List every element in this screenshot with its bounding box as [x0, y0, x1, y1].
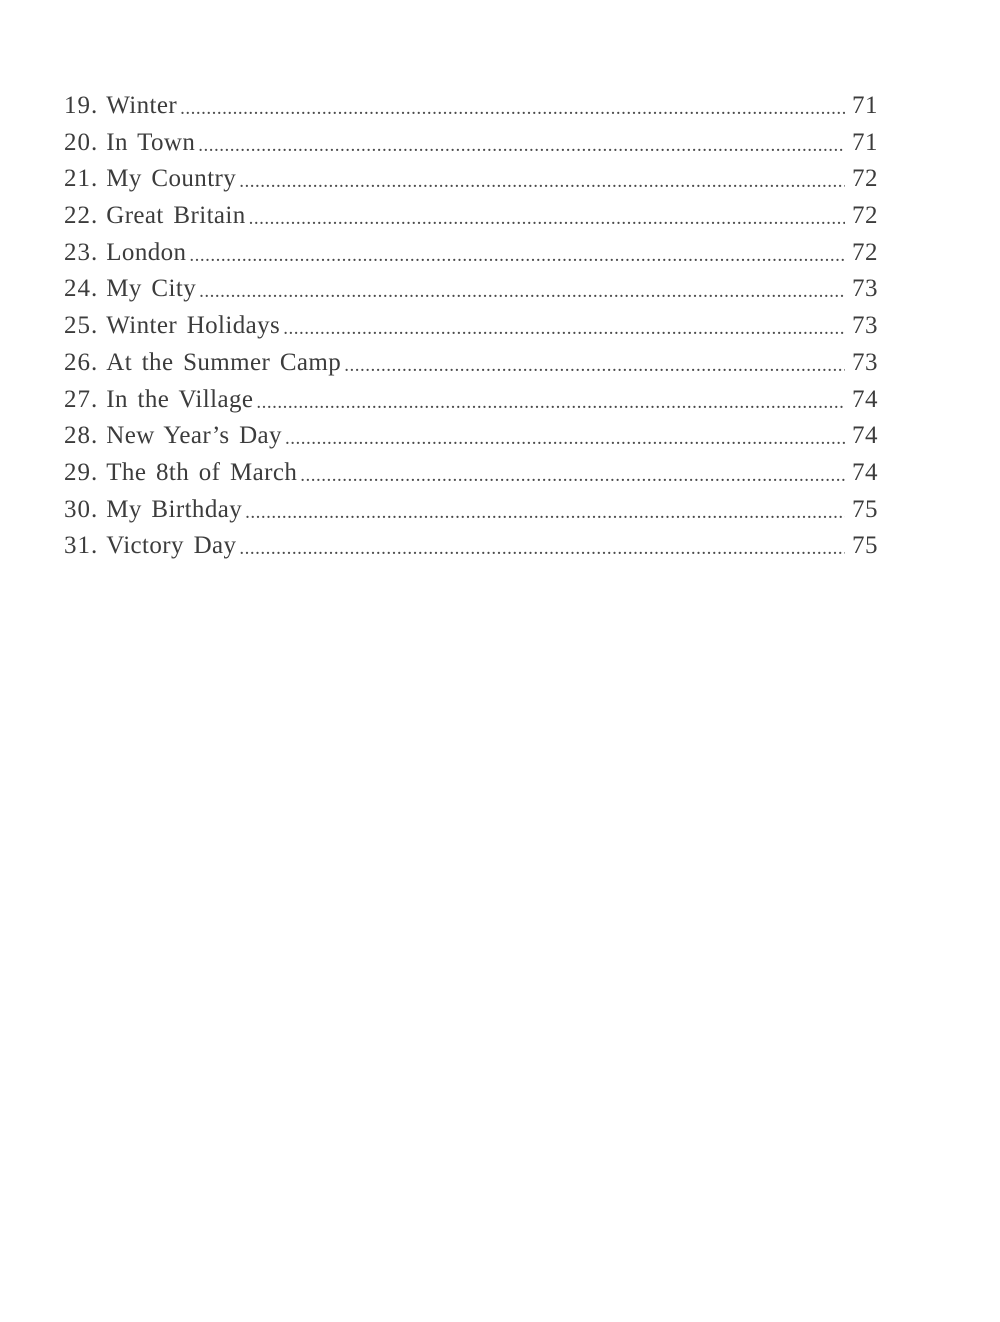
toc-entry: [64, 345, 878, 382]
toc-entry: [64, 271, 878, 308]
entry-number: 21.: [64, 165, 99, 193]
entry-page-number: 74: [852, 422, 878, 450]
toc-entry: [64, 125, 878, 162]
entry-title: My City: [106, 275, 197, 303]
entry-page-number: 74: [852, 385, 878, 413]
entry-page-number: 75: [852, 495, 878, 523]
dot-leader: [256, 385, 845, 422]
entry-title: In the Village: [106, 385, 254, 413]
entry-number: 19.: [64, 92, 99, 119]
dot-leader: [300, 458, 845, 495]
toc-entry: [64, 492, 878, 529]
entry-number: 22.: [64, 202, 99, 230]
entry-number: 20.: [64, 128, 99, 156]
dot-leader: [239, 531, 845, 568]
entry-number: 24.: [64, 275, 99, 303]
entry-title: In Town: [106, 128, 196, 156]
toc-entry: [64, 455, 878, 492]
dot-leader: [249, 201, 845, 238]
dot-leader: [344, 348, 845, 385]
entry-page-number: 71: [852, 92, 878, 119]
entry-number: 30.: [64, 495, 99, 523]
entry-title: New Year’s Day: [106, 422, 282, 450]
toc-entry: [64, 308, 878, 345]
entry-title: Great Britain: [106, 202, 246, 230]
entry-title: My Birthday: [106, 495, 243, 523]
dot-leader: [199, 274, 845, 311]
toc-entry: [64, 198, 878, 235]
toc-entry: [64, 418, 878, 455]
entry-page-number: 73: [852, 275, 878, 303]
entry-number: 29.: [64, 458, 99, 486]
table-of-contents: [64, 88, 878, 565]
entry-title: London: [106, 238, 187, 266]
entry-title: Winter: [106, 92, 178, 119]
toc-entry: [64, 88, 878, 125]
entry-title: At the Summer Camp: [106, 348, 342, 376]
entry-page-number: 71: [852, 128, 878, 156]
entry-title: My Country: [106, 165, 237, 193]
entry-page-number: 75: [852, 532, 878, 560]
dot-leader: [180, 91, 845, 128]
entry-number: 28.: [64, 422, 99, 450]
toc-entry: [64, 528, 878, 565]
entry-number: 31.: [64, 532, 99, 560]
entry-number: 23.: [64, 238, 99, 266]
entry-title: Winter Holidays: [106, 312, 281, 340]
dot-leader: [245, 495, 845, 532]
entry-page-number: 72: [852, 238, 878, 266]
dot-leader: [285, 421, 845, 458]
entry-page-number: 73: [852, 312, 878, 340]
entry-title: Victory Day: [106, 532, 237, 560]
dot-leader: [283, 311, 845, 348]
toc-entry: [64, 235, 878, 272]
entry-number: 26.: [64, 348, 99, 376]
dot-leader: [189, 238, 845, 275]
entry-page-number: 73: [852, 348, 878, 376]
entry-page-number: 74: [852, 458, 878, 486]
dot-leader: [239, 164, 845, 201]
entry-number: 27.: [64, 385, 99, 413]
entry-title: The 8th of March: [106, 458, 298, 486]
dot-leader: [198, 128, 845, 165]
toc-entry: [64, 161, 878, 198]
entry-number: 25.: [64, 312, 99, 340]
entry-page-number: 72: [852, 165, 878, 193]
entry-page-number: 72: [852, 202, 878, 230]
toc-entry: [64, 382, 878, 419]
